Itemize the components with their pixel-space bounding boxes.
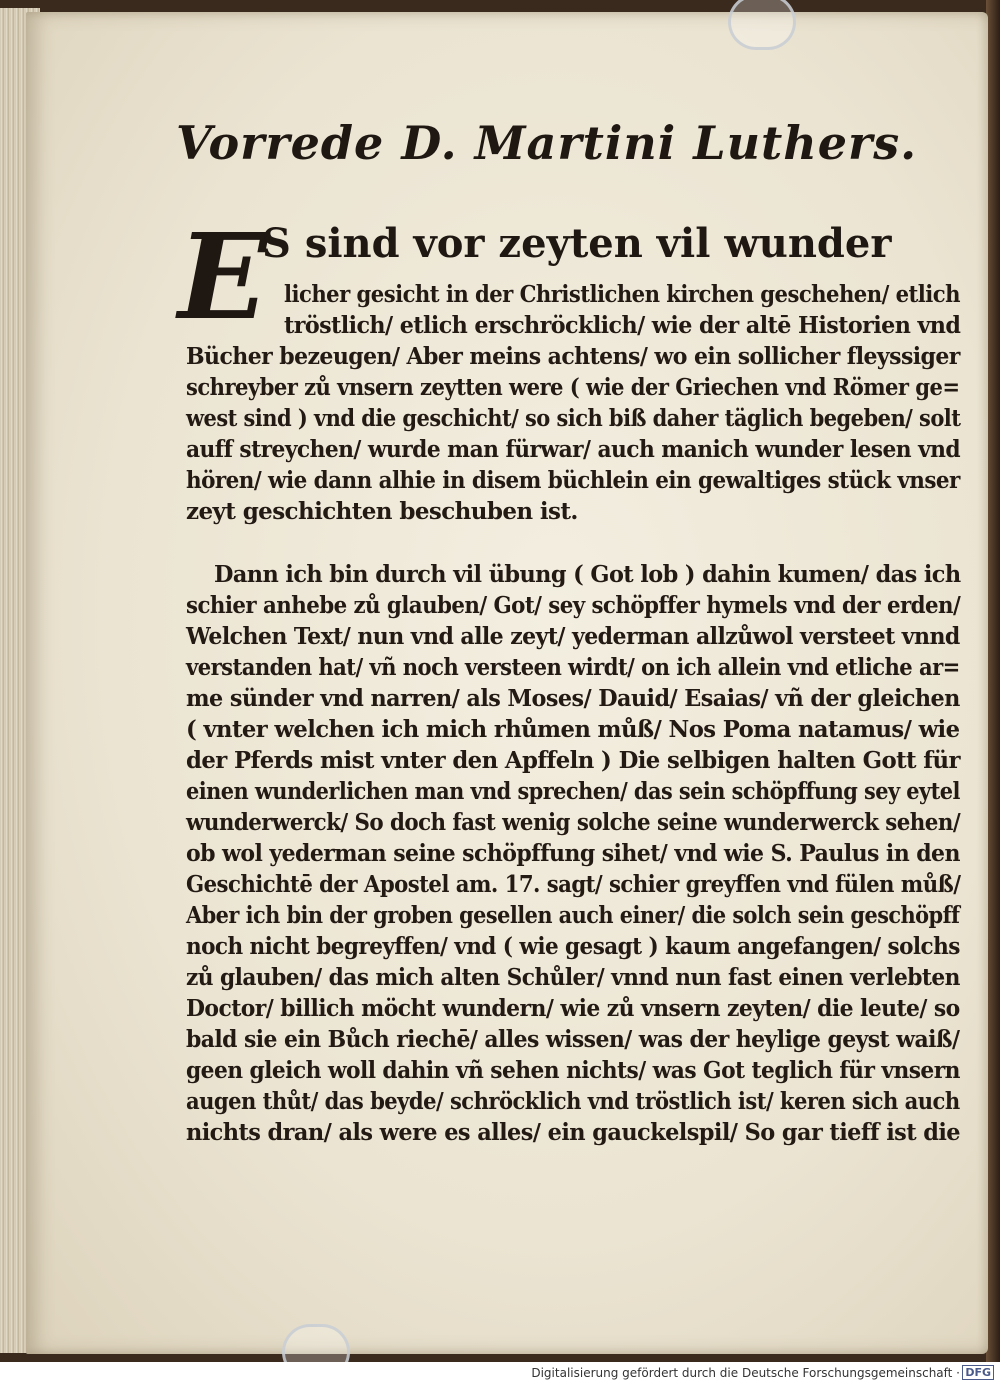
funding-credit: Digitalisierung gefördert durch die Deutsche Forschungsgemeinschaft ·: [531, 1366, 960, 1380]
book-page: [26, 12, 988, 1354]
dfg-logo: DFG: [962, 1365, 994, 1380]
first-text-line: S sind vor zeyten vil wunder: [262, 220, 892, 267]
text-line: ob wol yederman seine schöpffung sihet/ vnd wie S. Paulus in den: [186, 840, 960, 867]
text-line: der Pferds mist vnter den Apffeln ) Die selbigen halten Gott für: [186, 747, 960, 774]
text-line: ( vnter welchen ich mich rhůmen můß/ Nos Poma natamus/ wie: [186, 716, 960, 743]
drop-cap-initial: E: [178, 207, 268, 346]
text-line: Doctor/ billich möcht wundern/ wie zů vnsern zeyten/ die leute/ so: [186, 995, 960, 1022]
book-cover-edge: [986, 0, 1000, 1362]
text-line: Geschichtē der Apostel am. 17. sagt/ schier greyffen vnd fülen můß/: [186, 871, 961, 898]
text-line: Aber ich bin der groben gesellen auch einer/ die solch sein geschöpff: [186, 902, 960, 929]
text-line: nichts dran/ als were es alles/ ein gauckelspil/ So gar tieff ist die: [186, 1119, 960, 1146]
page-clip-top: [728, 0, 796, 50]
text-line: wunderwerck/ So doch fast wenig solche seine wunderwerck sehen/: [186, 809, 961, 836]
text-line: Dann ich bin durch vil übung ( Got lob ) dahin kumen/ das ich: [214, 561, 961, 588]
text-line: auff streychen/ wurde man fürwar/ auch manich wunder lesen vnd: [186, 436, 961, 463]
text-line: west sind ) vnd die geschicht/ so sich biß daher täglich begeben/ solt: [186, 405, 961, 432]
page-heading: Vorrede D. Martini Luthers.: [176, 116, 918, 170]
page-clip-bottom: [282, 1324, 350, 1362]
text-line: tröstlich/ etlich erschröcklich/ wie der altē Historien vnd: [284, 312, 961, 339]
text-line: schreyber zů vnsern zeytten were ( wie der Griechen vnd Römer ge=: [186, 374, 960, 401]
text-line: hören/ wie dann alhie in disem büchlein ein gewaltiges stück vnser: [186, 467, 960, 494]
text-line: augen thůt/ das beyde/ schröcklich vnd tröstlich ist/ keren sich auch: [186, 1088, 960, 1115]
text-line: Bücher bezeugen/ Aber meins achtens/ wo ein sollicher fleyssiger: [186, 343, 960, 370]
text-line: Welchen Text/ nun vnd alle zeyt/ yederman allzůwol versteet vnnd: [186, 623, 960, 650]
text-line: me sünder vnd narren/ als Moses/ Dauid/ Esaias/ vñ der gleichen: [186, 685, 960, 712]
text-line: zů glauben/ das mich alten Schůler/ vnnd nun fast einen verlebten: [186, 964, 960, 991]
text-line: noch nicht begreyffen/ vnd ( wie gesagt ) kaum angefangen/ solchs: [186, 933, 960, 960]
text-line: geen gleich woll dahin vñ sehen nichts/ was Got teglich für vnsern: [186, 1057, 960, 1084]
text-line: zeyt geschichten beschuben ist.: [186, 498, 578, 525]
text-line: bald sie ein Bůch riechē/ alles wissen/ was der heylige geyst waiß/: [186, 1026, 960, 1053]
text-line: licher gesicht in der Christlichen kirchen geschehen/ etlich: [284, 281, 960, 308]
text-line: einen wunderlichen man vnd sprechen/ das sein schöpffung sey eytel: [186, 778, 960, 805]
text-line: schier anhebe zů glauben/ Got/ sey schöpffer hymels vnd der erden/: [186, 592, 961, 619]
text-line: verstanden hat/ vñ noch versteen wirdt/ on ich allein vnd etliche ar=: [186, 654, 960, 681]
